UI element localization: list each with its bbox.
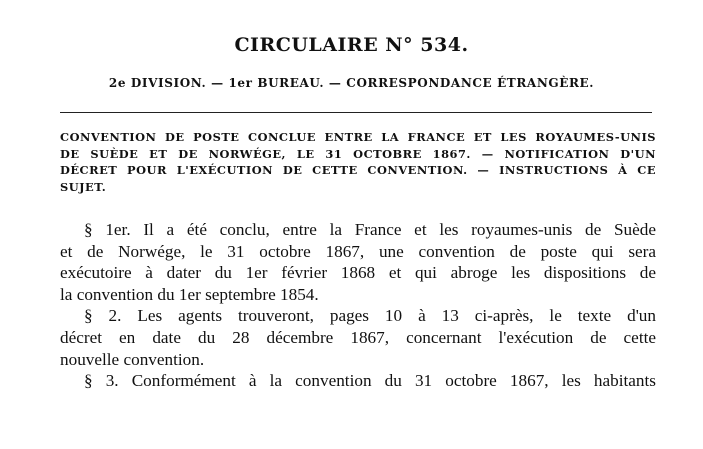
body-line: § 3. Conformément à la convention du 31 octobre 1867, les habitants bbox=[84, 371, 656, 391]
body-line: décret en date du 28 décembre 1867, concernant l'exécution de cette bbox=[60, 327, 656, 347]
division-subtitle: 2e DIVISION. — 1er BUREAU. — CORRESPONDANCE ÉTRANGÈRE. bbox=[108, 76, 595, 90]
body-line: § 2. Les agents trouveront, pages 10 à 13 ci-après, le texte d'un bbox=[84, 306, 656, 326]
body-line: § 1er. Il a été conclu, entre la France et les royaumes-unis de Suède bbox=[84, 220, 656, 239]
summary-line: CONVENTION DE POSTE CONCLUE ENTRE LA FRANCE ET LES ROYAUMES-UNIS bbox=[60, 130, 656, 144]
circular-title: CIRCULAIRE N° 534. bbox=[234, 34, 469, 56]
summary-line: DE SUÈDE ET DE NORWÉGE, LE 31 OCTOBRE 1867. — NOTIFICATION D'UN bbox=[60, 146, 656, 161]
separator-rule bbox=[60, 112, 652, 113]
body-line: la convention du 1er septembre 1854. bbox=[60, 284, 319, 304]
body-line: et de Norwége, le 31 octobre 1867, une convention de poste qui sera bbox=[60, 241, 656, 261]
summary-line: DÉCRET POUR L'EXÉCUTION DE CETTE CONVENTION. — INSTRUCTIONS À CE bbox=[60, 163, 656, 177]
summary-line: SUJET. bbox=[60, 179, 107, 194]
body-line: exécutoire à dater du 1er février 1868 et qui abroge les dispositions de bbox=[60, 263, 656, 283]
body-text bbox=[60, 219, 656, 392]
summary-block bbox=[60, 129, 656, 195]
body-line: nouvelle convention. bbox=[60, 349, 205, 369]
